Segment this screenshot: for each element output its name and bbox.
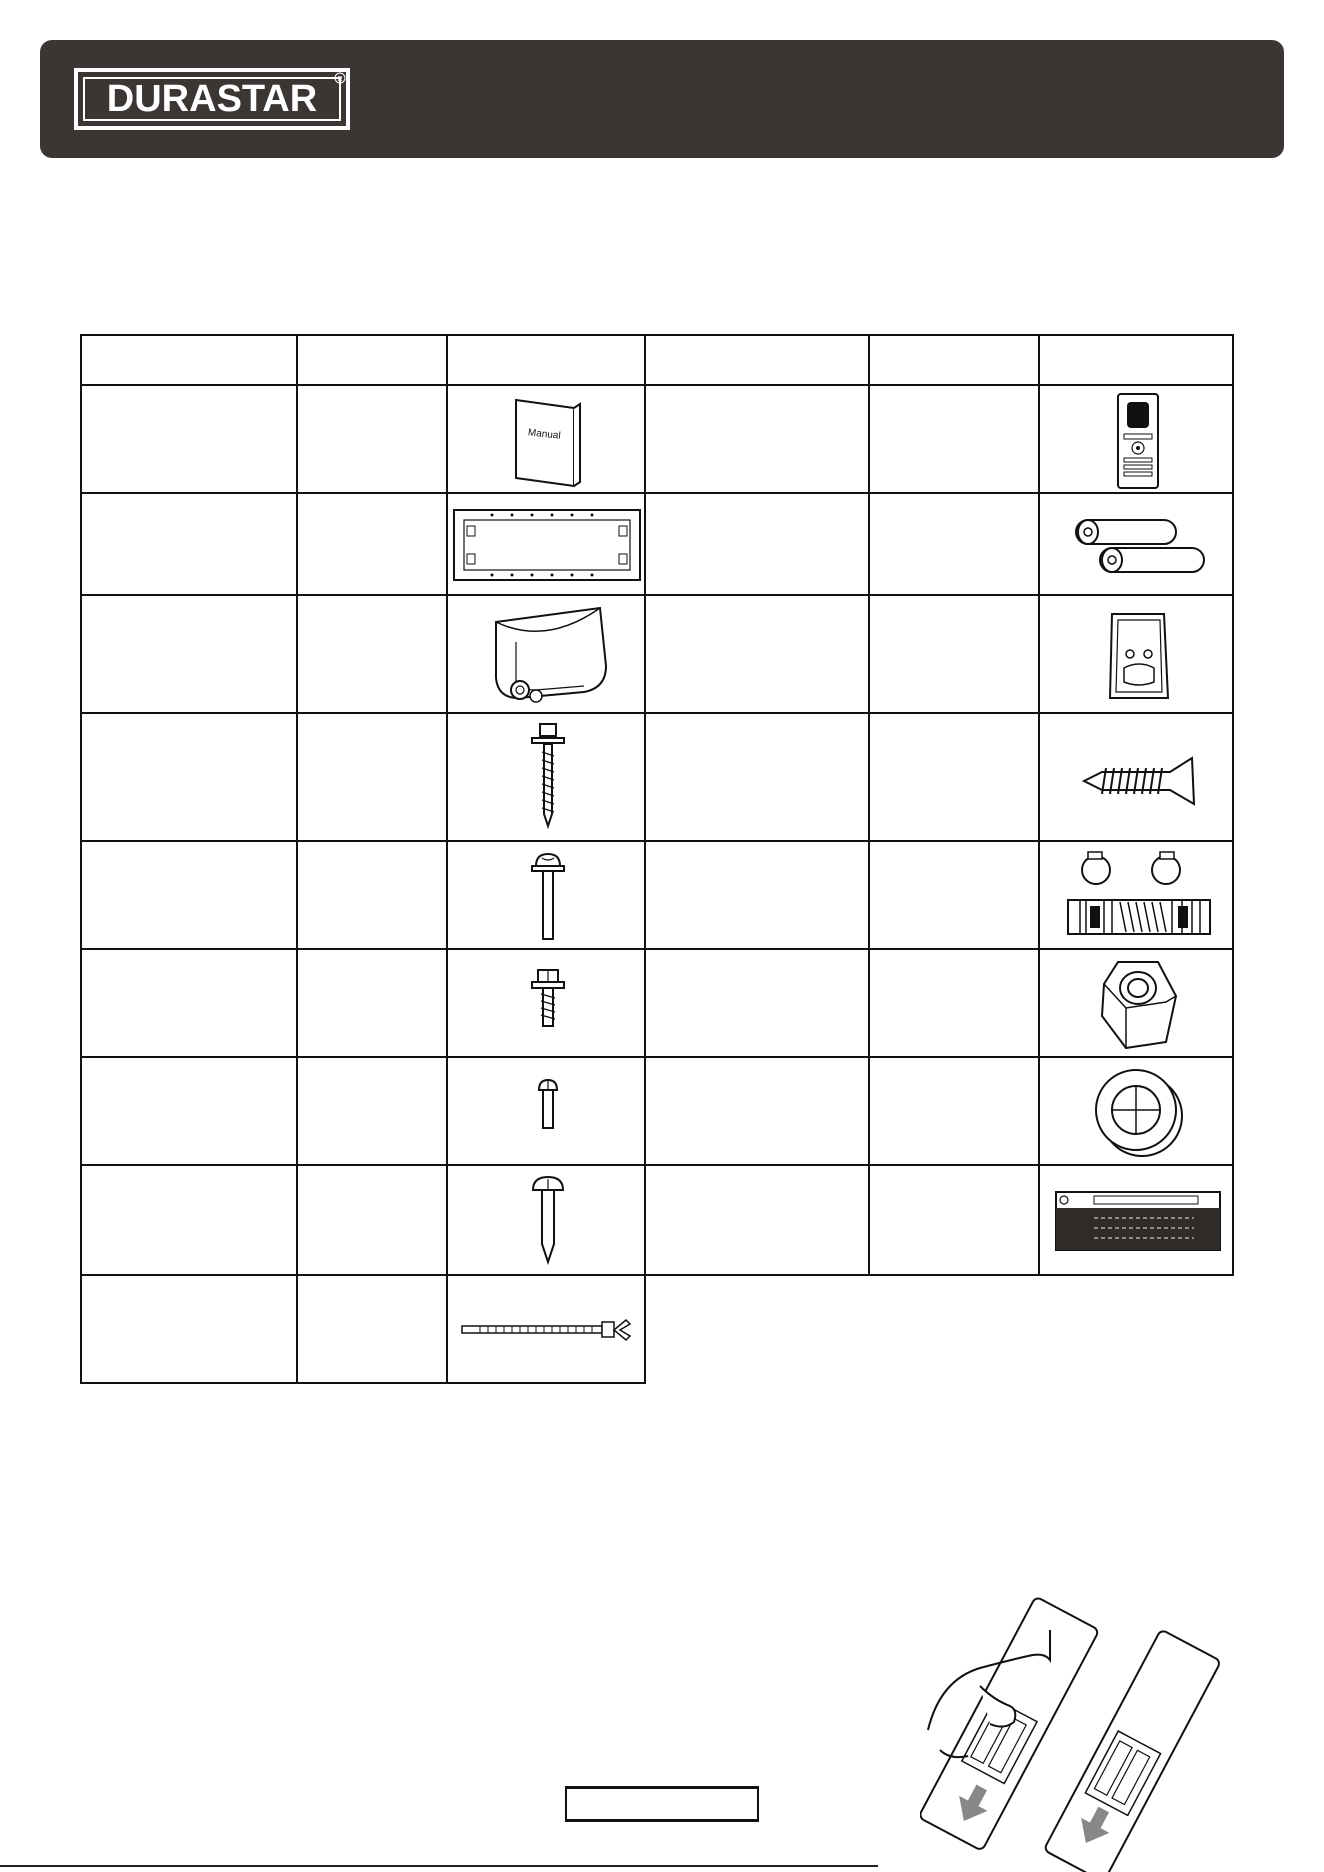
table-cell bbox=[296, 840, 448, 950]
table-cell bbox=[296, 948, 448, 1058]
table-row bbox=[80, 1056, 298, 1166]
table-row bbox=[80, 1274, 298, 1384]
table-cell bbox=[644, 1056, 870, 1166]
table-cell bbox=[296, 712, 448, 842]
table-cell bbox=[296, 1056, 448, 1166]
brand-logo-text: DURASTAR bbox=[106, 78, 318, 120]
table-row bbox=[80, 1164, 298, 1276]
table-cell bbox=[868, 948, 1040, 1058]
hex-bolt-icon bbox=[528, 968, 568, 1032]
table-cell bbox=[868, 492, 1040, 596]
table-cell-cable-tie bbox=[446, 1274, 646, 1384]
battery-installation-figure bbox=[920, 1590, 1220, 1872]
tapping-screw-icon bbox=[1080, 754, 1200, 808]
seal-ring-icon bbox=[1092, 1064, 1186, 1160]
page-number-box bbox=[565, 1786, 759, 1822]
screw-with-washer-icon bbox=[528, 722, 568, 832]
drain-joint-icon bbox=[476, 602, 620, 706]
table-cell bbox=[644, 840, 870, 950]
table-cell bbox=[296, 384, 448, 494]
hose-clamp-icon bbox=[1060, 848, 1216, 944]
mounting-plate-icon bbox=[452, 508, 642, 582]
registered-mark: R bbox=[337, 76, 343, 83]
table-row bbox=[80, 594, 298, 714]
cable-tie-icon bbox=[460, 1316, 636, 1344]
manual-icon bbox=[508, 394, 588, 490]
table-cell bbox=[296, 492, 448, 596]
table-cell-remote bbox=[1038, 384, 1234, 494]
table-cell-pointed-screw bbox=[446, 1164, 646, 1276]
table-row bbox=[80, 492, 298, 596]
table-cell bbox=[644, 384, 870, 494]
table-header-cell-4 bbox=[644, 334, 870, 386]
table-cell-tapping-screw bbox=[1038, 712, 1234, 842]
remote-controller-icon bbox=[1116, 392, 1160, 490]
table-cell-mounting-plate bbox=[446, 492, 646, 596]
remote-holder-icon bbox=[1102, 610, 1174, 704]
table-cell-hose-clamps bbox=[1038, 840, 1234, 950]
table-row bbox=[80, 384, 298, 494]
table-row bbox=[80, 712, 298, 842]
table-cell bbox=[296, 594, 448, 714]
table-cell-remote-holder bbox=[1038, 594, 1234, 714]
table-cell-manual bbox=[446, 384, 646, 494]
table-cell-drain-joint bbox=[446, 594, 646, 714]
table-header-cell-1 bbox=[80, 334, 298, 386]
table-cell bbox=[868, 594, 1040, 714]
table-header-cell-2 bbox=[296, 334, 448, 386]
table-cell bbox=[296, 1274, 448, 1384]
small-screw-icon bbox=[536, 1078, 560, 1130]
table-cell bbox=[868, 712, 1040, 842]
table-cell-machine-screw bbox=[446, 840, 646, 950]
table-cell bbox=[644, 1164, 870, 1276]
table-cell-small-screw bbox=[446, 1056, 646, 1166]
header-bar bbox=[40, 40, 1284, 158]
table-cell bbox=[644, 712, 870, 842]
table-cell bbox=[644, 948, 870, 1058]
table-cell bbox=[644, 594, 870, 714]
pointed-screw-icon bbox=[530, 1174, 566, 1270]
manual-cover-text: Manual bbox=[527, 427, 562, 442]
table-cell bbox=[296, 1164, 448, 1276]
table-cell-hex-bolt bbox=[446, 948, 646, 1058]
table-header-cell-5 bbox=[868, 334, 1040, 386]
table-header-cell-6 bbox=[1038, 334, 1234, 386]
nut-icon bbox=[1096, 956, 1180, 1052]
table-cell-display-panel bbox=[1038, 1164, 1234, 1276]
machine-screw-icon bbox=[530, 850, 566, 944]
table-cell-nut bbox=[1038, 948, 1234, 1058]
table-row bbox=[80, 948, 298, 1058]
table-cell-seal-ring bbox=[1038, 1056, 1234, 1166]
footer-rule bbox=[0, 1865, 878, 1867]
brand-logo bbox=[74, 68, 350, 130]
table-cell bbox=[868, 1164, 1040, 1276]
table-cell bbox=[868, 384, 1040, 494]
table-cell bbox=[644, 492, 870, 596]
table-cell bbox=[868, 1056, 1040, 1166]
table-header-cell-3 bbox=[446, 334, 646, 386]
table-row bbox=[80, 840, 298, 950]
battery-icon bbox=[1064, 514, 1214, 578]
table-cell bbox=[868, 840, 1040, 950]
table-cell-screw-washer bbox=[446, 712, 646, 842]
display-panel-icon bbox=[1054, 1190, 1222, 1252]
table-cell-batteries bbox=[1038, 492, 1234, 596]
